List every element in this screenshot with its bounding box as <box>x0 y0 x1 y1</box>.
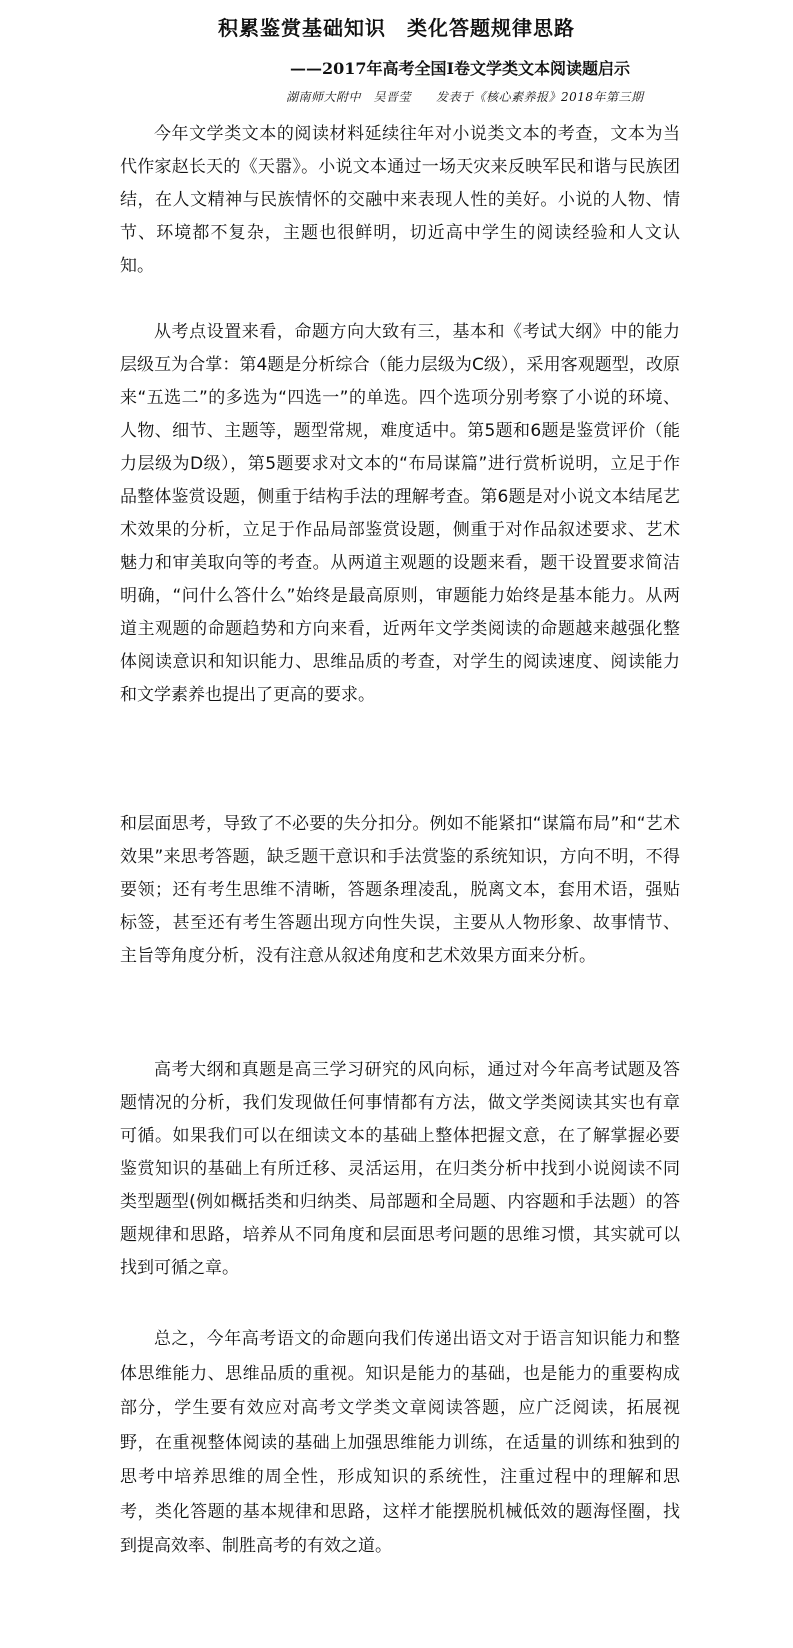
paragraph-conclusion: 总之，今年高考语文的命题向我们传递出语文对于语言知识能力和整体思维能力、思维品质的重视。知识是能力的基础，也是能力的重要构成部分，学生要有效应对高考文学类文章阅读答题，应广泛阅读，拓展视野，在重视整体阅读的基础上加强思维能力训练，在适量的训练和独到的思考中培养思维的周全性，形成知识的系统性，注重过程中的理解和思考，类化答题的基本规律和思路，这样才能摆脱机械低效的题海怪圈，找到提高效率、制胜高考的有效之道。 <box>120 1329 680 1556</box>
paragraph-common-errors: 和层面思考，导致了不必要的失分扣分。例如不能紧扣“谋篇布局”和“艺术效果”来思考答题，缺乏题干意识和手法赏鉴的系统知识，方向不明，不得要领；还有考生思维不清晰，答题条理凌乱，脱离文本，套用术语，强贴标签，甚至还有考生答题出现方向性失误，主要从人物形象、故事情节、主旨等角度分析，没有注意从叙述角度和艺术效果方面来分析。 <box>120 814 680 966</box>
paragraph-method: 高考大纲和真题是高三学习研究的风向标，通过对今年高考试题及答题情况的分析，我们发现做任何事情都有方法，做文学类阅读其实也有章可循。如果我们可以在细读文本的基础上整体把握文意，在了解掌握必要鉴赏知识的基础上有所迁移、灵活运用，在归类分析中找到小说阅读不同类型题型(例如概括类和归纳类、局部题和全局题、内容题和手法题）的答题规律和思路，培养从不同角度和层面思考问题的思维习惯，其实就可以找到可循之章。 <box>120 1060 680 1278</box>
paragraph-intro: 今年文学类文本的阅读材料延续往年对小说类文本的考查，文本为当代作家赵长天的《天嚣》。小说文本通过一场天灾来反映军民和谐与民族团结，在人文精神与民族情怀的交融中来表现人性的美好。小说的人物、情节、环境都不复杂，主题也很鲜明，切近高中学生的阅读经验和人文认知。 <box>120 124 680 276</box>
paragraph-exam-points: 从考点设置来看，命题方向大致有三，基本和《考试大纲》中的能力层级互为合掌：第4题是分析综合（能力层级为C级），采用客观题型，改原来“五选二”的多选为“四选一”的单选。四个选项分别考察了小说的环境、人物、细节、主题等，题型常规，难度适中。第5题和6题是鉴赏评价（能力层级为D级），第5题要求对文本的“布局谋篇”进行赏析说明，立足于作品整体鉴赏设题，侧重于结构手法的理解考查。第6题是对小说文本结尾艺术效果的分析，立足于作品局部鉴赏设题，侧重于对作品叙述要求、艺术魅力和审美取向等的考查。从两道主观题的设题来看，题干设置要求简洁明确，“问什么答什么”始终是最高原则，审题能力始终是基本能力。从两道主观题的命题趋势和方向来看，近两年文学类阅读的命题越来越强化整体阅读意识和知识能力、思维品质的考查，对学生的阅读速度、阅读能力和文学素养也提出了更高的要求。 <box>120 322 680 705</box>
article-title: 积累鉴赏基础知识 类化答题规律思路 <box>218 16 575 40</box>
article-byline: 湖南师大附中 吴晋莹 发表于《核心素养报》2018年第三期 <box>286 90 644 104</box>
article-subtitle: ——2017年高考全国Ⅰ卷文学类文本阅读题启示 <box>290 59 631 78</box>
